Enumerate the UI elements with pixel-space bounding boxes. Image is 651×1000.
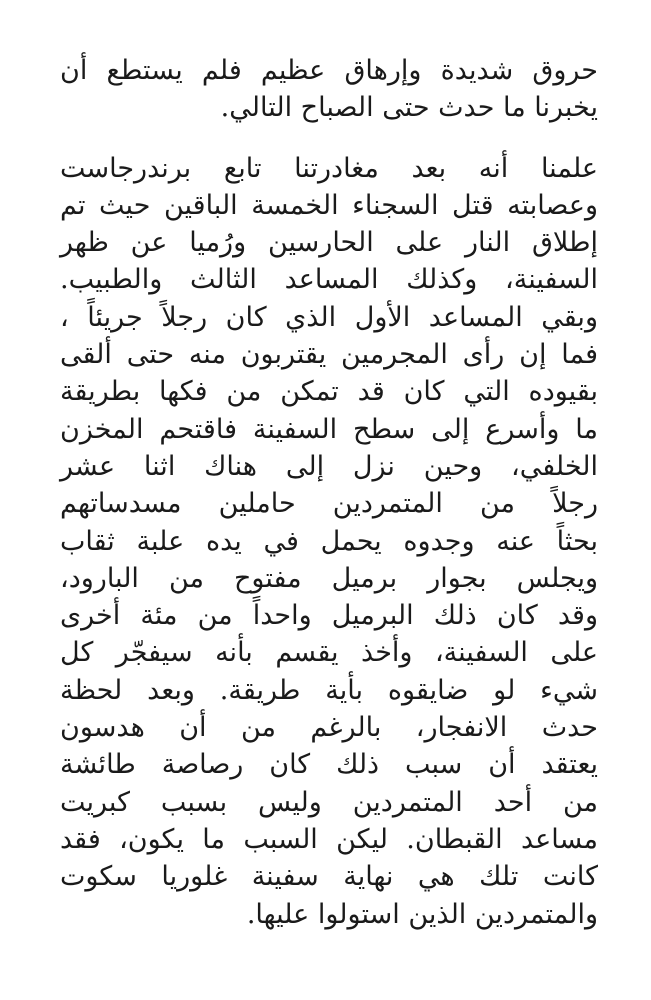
document-page <box>60 52 598 933</box>
text-line: فما إن رأى المجرمين يقتربون منه حتى ألقى <box>60 339 598 371</box>
text-line: ويجلس بجوار برميل مفتوح من البارود، <box>60 562 598 594</box>
paragraph-1 <box>60 52 598 127</box>
text-line: وقد كان ذلك البرميل واحداً من مئة أخرى <box>60 600 598 632</box>
text-line: من أحد المتمردين وليس بسبب كبريت <box>60 786 598 818</box>
text-line: وبقي المساعد الأول الذي كان رجلاً جريئاً ، <box>60 301 598 333</box>
text-line: مساعد القبطان. ليكن السبب ما يكون، فقد <box>60 823 598 855</box>
text-line: يعتقد أن سبب ذلك كان رصاصة طائشة <box>60 749 598 781</box>
text-line: رجلاً من المتمردين حاملين مسدساتهم <box>60 488 598 520</box>
text-line: كانت تلك هي نهاية سفينة غلوريا سكوت <box>60 861 598 893</box>
text-line: والمتمردين الذين استولوا عليها. <box>246 898 598 930</box>
text-line: علمنا أنه بعد مغادرتنا تابع برندرجاست <box>60 152 598 184</box>
text-line: على السفينة، وأخذ يقسم بأنه سيفجّر كل <box>60 637 598 669</box>
text-line: حروق شديدة وإرهاق عظيم فلم يستطع أن <box>60 55 598 86</box>
text-line: وعصابته قتل السجناء الخمسة الباقين حيث تم <box>60 189 598 221</box>
text-line: يخبرنا ما حدث حتى الصباح التالي. <box>220 92 598 124</box>
text-line: السفينة، وكذلك المساعد الثالث والطبيب. <box>60 264 598 296</box>
text-line: بقيوده التي كان قد تمكن من فكها بطريقة <box>60 376 598 408</box>
text-line: بحثاً عنه وجدوه يحمل في يده علبة ثقاب <box>60 525 598 557</box>
text-line: شيء لو ضايقوه بأية طريقة. وبعد لحظة <box>60 674 598 706</box>
paragraph-gap <box>60 127 598 150</box>
text-line: الخلفي، وحين نزل إلى هناك اثنا عشر <box>60 450 598 482</box>
text-line: إطلاق النار على الحارسين ورُميا عن ظهر <box>60 227 598 259</box>
text-line: حدث الانفجار، بالرغم من أن هدسون <box>60 712 598 744</box>
paragraph-2 <box>60 150 598 933</box>
text-line: ما وأسرع إلى سطح السفينة فاقتحم المخزن <box>60 413 598 445</box>
